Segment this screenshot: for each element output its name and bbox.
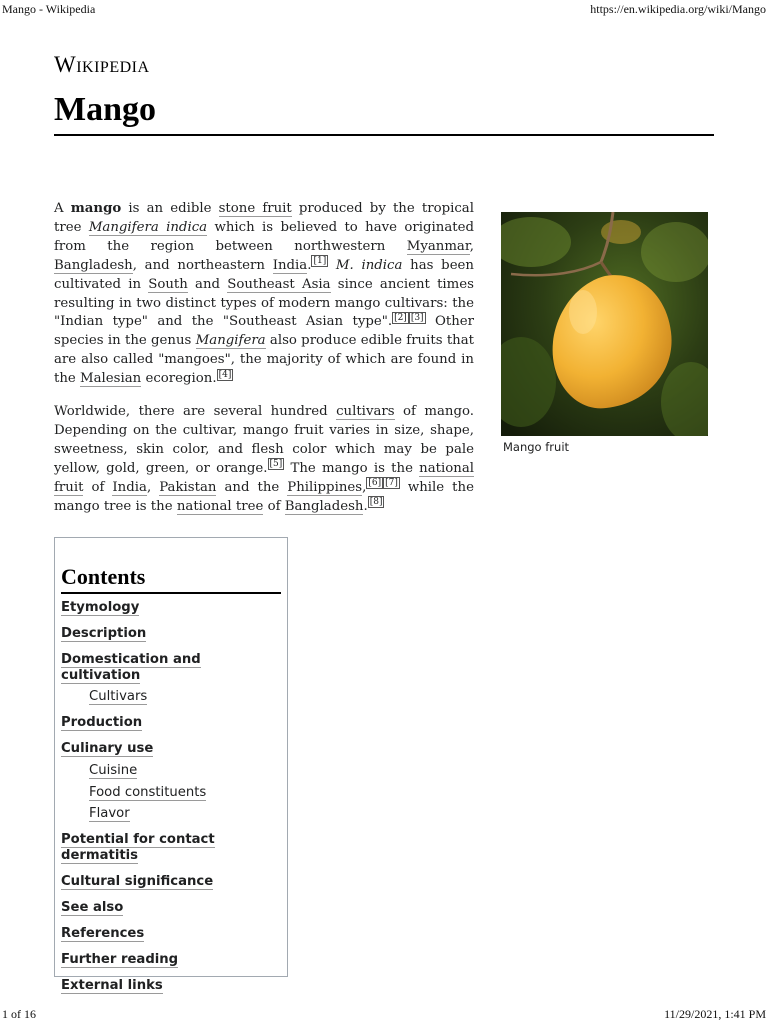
link-bangladesh[interactable]: Bangladesh (54, 257, 133, 273)
toc-item (61, 626, 281, 642)
toc-link-cuisine[interactable]: Cuisine (89, 762, 138, 778)
toc-link-further-reading[interactable]: Further reading (61, 951, 179, 967)
toc-link-domestication-and-cultivation[interactable]: Domestication and cultivation (61, 651, 201, 683)
toc-item (61, 715, 281, 731)
toc-link-food-constituents[interactable]: Food constituents (89, 784, 207, 800)
print-timestamp: 11/29/2021, 1:41 PM (664, 1007, 766, 1021)
wikipedia-logo[interactable]: Wikipedia (54, 52, 150, 77)
citation-8[interactable]: [8] (369, 497, 383, 508)
toc-link-culinary-use[interactable]: Culinary use (61, 741, 154, 757)
link-india-2[interactable]: India (112, 479, 147, 495)
toc-item (61, 900, 281, 916)
term-m-indica: M. indica (335, 257, 403, 273)
toc-item (61, 926, 281, 942)
toc-item (89, 689, 281, 705)
link-malesian[interactable]: Malesian (80, 371, 142, 387)
toc-link-potential-for-contact-dermatitis[interactable]: Potential for contact dermatitis (61, 832, 215, 864)
toc-list (61, 600, 281, 994)
toc-link-description[interactable]: Description (61, 625, 147, 641)
toc-item (89, 785, 281, 801)
citation-3[interactable]: [3] (410, 313, 424, 324)
citation-7[interactable]: [7] (385, 478, 398, 489)
toc-item (61, 832, 281, 864)
mango-fruit-image[interactable] (501, 212, 708, 436)
toc-item (61, 874, 281, 890)
toc-item (61, 978, 281, 994)
citation-2[interactable]: [2] (394, 313, 407, 324)
link-stone-fruit[interactable]: stone fruit (218, 201, 292, 216)
toc-item (89, 806, 281, 822)
page-count: 1 of 16 (2, 1007, 36, 1021)
toc-link-cultivars[interactable]: Cultivars (89, 689, 148, 705)
citation-1[interactable]: [1] (313, 256, 327, 267)
link-india[interactable]: India (272, 257, 308, 273)
page-url: https://en.wikipedia.org/wiki/Mango (590, 2, 766, 16)
citation-5[interactable]: [5] (269, 459, 283, 470)
print-footer (0, 1006, 768, 1024)
window-title: Mango - Wikipedia (2, 2, 96, 16)
toc-item (61, 600, 281, 616)
link-myanmar[interactable]: Myanmar (406, 238, 470, 254)
image-caption: Mango fruit (503, 440, 570, 454)
toc-link-external-links[interactable]: External links (61, 977, 163, 993)
link-pakistan[interactable]: Pakistan (159, 479, 217, 495)
link-bangladesh-2[interactable]: Bangladesh (284, 498, 364, 514)
intro-paragraph-2: Worldwide, there are several hundred cultivars of mango. Depending on the cultivar, mango fruit varies in size, shape, sweetness, skin color, and flesh color which may be pale yellow, gold, green, or orange. [5] The mango is the national fruit of India, Pakistan and the Philippines, [6] [7] while the mango tree is the national tree of Bangladesh. [8] (54, 404, 474, 514)
toc-item (89, 763, 281, 779)
link-philippines[interactable]: Philippines (287, 479, 363, 495)
citation-6[interactable]: [6] (368, 478, 382, 489)
link-cultivars[interactable]: cultivars (336, 404, 395, 420)
toc-link-etymology[interactable]: Etymology (61, 600, 140, 615)
toc-link-references[interactable]: References (61, 925, 145, 941)
toc-title: Contents (61, 564, 281, 594)
table-of-contents (54, 537, 288, 993)
toc-item (61, 952, 281, 968)
page-title: Mango (54, 90, 714, 136)
link-southeast-asia[interactable]: Southeast Asia (227, 276, 331, 292)
print-header (0, 0, 768, 18)
article-intro (54, 200, 474, 531)
toc-link-production[interactable]: Production (61, 715, 143, 731)
term-mango: mango (70, 201, 122, 216)
link-south-asia[interactable]: South (148, 276, 188, 292)
intro-paragraph-1: A mango is an edible stone fruit produced by the tropical tree Mangifera indica which is believed to have originated from the region between northwestern Myanmar, Bangladesh, and northeastern India. [1] M. indica has been cultivated in South and Southeast Asia since ancient times resulting in two distinct types of modern mango cultivars: the "Indian type" and the "Southeast Asian type". [2] [3] Other species in the genus Mangifera also produce edible fruits that are also called "mangoes", the majority of which are found in the Malesian ecoregion. [4] (54, 201, 474, 387)
toc-item (61, 741, 281, 757)
citation-4[interactable]: [4] (218, 369, 232, 380)
toc-link-flavor[interactable]: Flavor (89, 806, 130, 822)
toc-link-see-also[interactable]: See also (61, 899, 124, 915)
link-mangifera-indica[interactable]: Mangifera indica (88, 219, 208, 235)
toc-item (61, 652, 281, 684)
link-mangifera[interactable]: Mangifera (195, 333, 266, 349)
link-national-fruit[interactable]: national fruit (54, 460, 474, 495)
toc-link-cultural-significance[interactable]: Cultural significance (61, 874, 214, 890)
link-national-tree[interactable]: national tree (176, 498, 264, 514)
